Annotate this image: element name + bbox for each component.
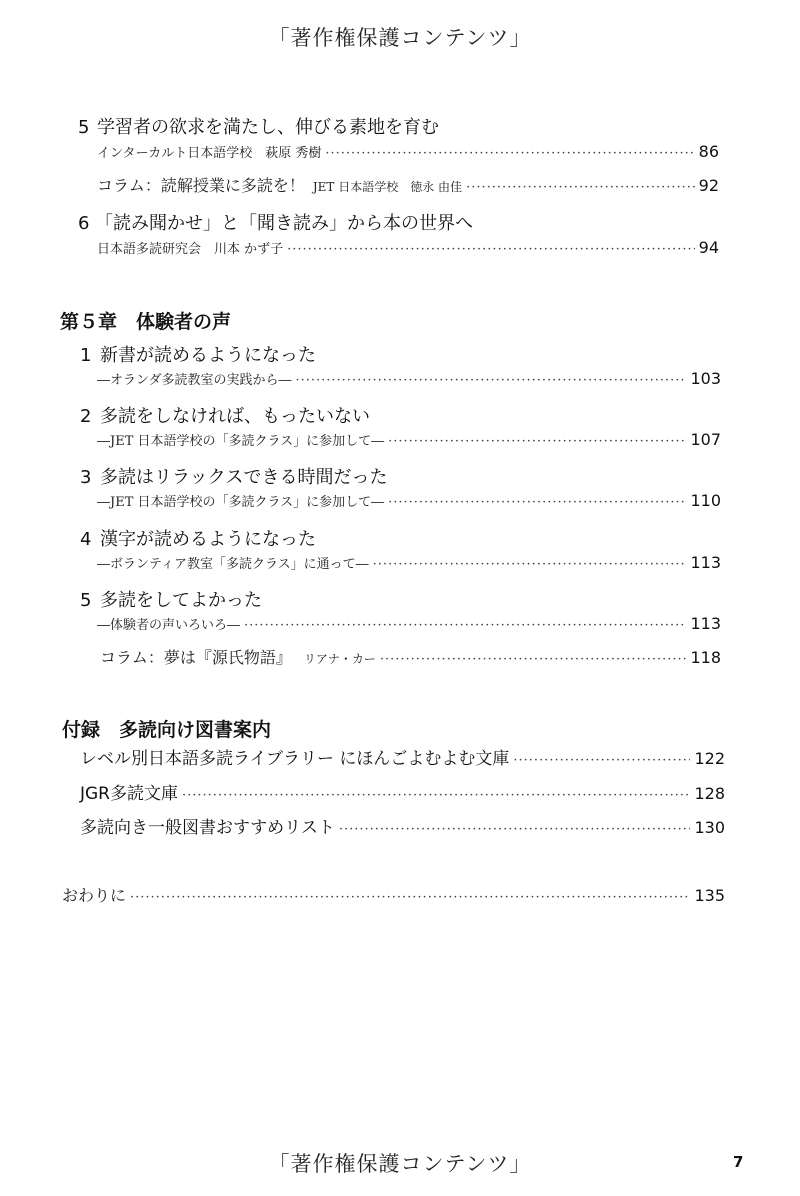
page-ref: 128 [694,784,725,803]
toc-entry-sub[interactable] [97,488,721,514]
leader-dots [182,783,690,809]
appendix-item-title: JGR多読文庫 [80,784,178,804]
column-title: コラム：夢は『源氏物語』 [100,648,292,667]
page-ref: 130 [694,818,725,837]
leader-dots [287,237,695,263]
toc-entry-appendix[interactable] [80,815,725,841]
toc-entry-author[interactable] [97,235,719,261]
page-ref: 118 [690,648,721,667]
subtitle: ―JET 日本語学校の「多読クラス」に参加して― [97,495,385,510]
leader-dots [513,748,690,774]
heading-title: 学習者の欲求を満たし、伸びる素地を育む [97,117,439,138]
column-title: コラム：読解授業に多読を！ [97,176,305,195]
heading-number: 2 [80,406,92,427]
toc-entry-column[interactable] [100,645,721,671]
heading-title: 「読み聞かせ」と「聞き読み」から本の世界へ [95,213,473,234]
heading-number: 1 [80,345,92,366]
heading-title: 多読をしなければ、もったいない [100,406,370,427]
page-ref: 135 [694,886,725,905]
leader-dots [388,490,686,516]
column-author: リアナ・カー [303,652,376,666]
toc-heading-6[interactable] [0,210,800,238]
subtitle: ―ボランティア教室「多読クラス」に通って― [97,557,369,572]
heading-number: 5 [80,590,92,611]
leader-dots [325,141,694,167]
closing-title: おわりに [62,886,127,905]
author-name: 日本語多読研究会 川本 かず子 [97,242,284,257]
appendix-title: 付録 多読向け図書案内 [62,719,272,741]
leader-dots [295,368,686,394]
leader-dots [466,175,695,201]
leader-dots [130,885,690,911]
page-ref: 110 [690,491,721,510]
column-label [97,173,462,200]
heading-title: 漢字が読めるようになった [100,529,316,550]
heading-number: 4 [80,529,92,550]
toc-entry-closing[interactable] [62,883,725,909]
page-ref: 86 [698,142,719,161]
toc-entry-sub[interactable] [97,611,721,637]
copyright-banner-top: 「著作権保護コンテンツ」 [268,26,532,50]
column-label [100,645,376,672]
heading-number: 5 [78,117,90,138]
leader-dots [380,647,687,673]
page-number: 7 [733,1153,744,1171]
heading-number: 3 [80,467,92,488]
toc-entry-author[interactable] [97,139,719,165]
leader-dots [244,613,686,639]
appendix-item-title: 多読向き一般図書おすすめリスト [80,818,335,838]
page-ref: 107 [690,430,721,449]
column-author: JET 日本語学校 徳永 由佳 [312,180,463,194]
heading-number: 6 [78,213,90,234]
leader-dots [373,552,687,578]
leader-dots [388,429,686,455]
chapter-heading[interactable] [0,308,800,338]
page-ref: 122 [694,749,725,768]
toc-entry-sub[interactable] [97,366,721,392]
subtitle: ―体験者の声いろいろ― [97,618,241,633]
chapter-title: 第５章 体験者の声 [60,311,232,333]
appendix-item-title: レベル別日本語多読ライブラリー にほんごよむよむ文庫 [80,749,510,769]
copyright-banner-bottom: 「著作権保護コンテンツ」 [268,1152,532,1176]
page-ref: 113 [690,614,721,633]
toc-heading-5[interactable] [0,114,800,142]
toc-entry-sub[interactable] [97,550,721,576]
page-ref: 113 [690,553,721,572]
toc-entry-sub[interactable] [97,427,721,453]
leader-dots [339,817,691,843]
toc-entry-column[interactable] [97,173,719,199]
toc-entry-appendix[interactable] [80,746,725,772]
appendix-heading[interactable] [0,716,800,746]
author-name: インターカルト日本語学校 萩原 秀樹 [97,146,322,161]
page-ref: 103 [690,369,721,388]
page-ref: 94 [698,238,719,257]
page-ref: 92 [698,176,719,195]
heading-title: 多読をしてよかった [100,590,262,611]
heading-title: 新書が読めるようになった [100,345,316,366]
subtitle: ―オランダ多読教室の実践から― [97,373,292,388]
heading-title: 多読はリラックスできる時間だった [100,467,388,488]
subtitle: ―JET 日本語学校の「多読クラス」に参加して― [97,434,385,449]
toc-entry-appendix[interactable] [80,781,725,807]
